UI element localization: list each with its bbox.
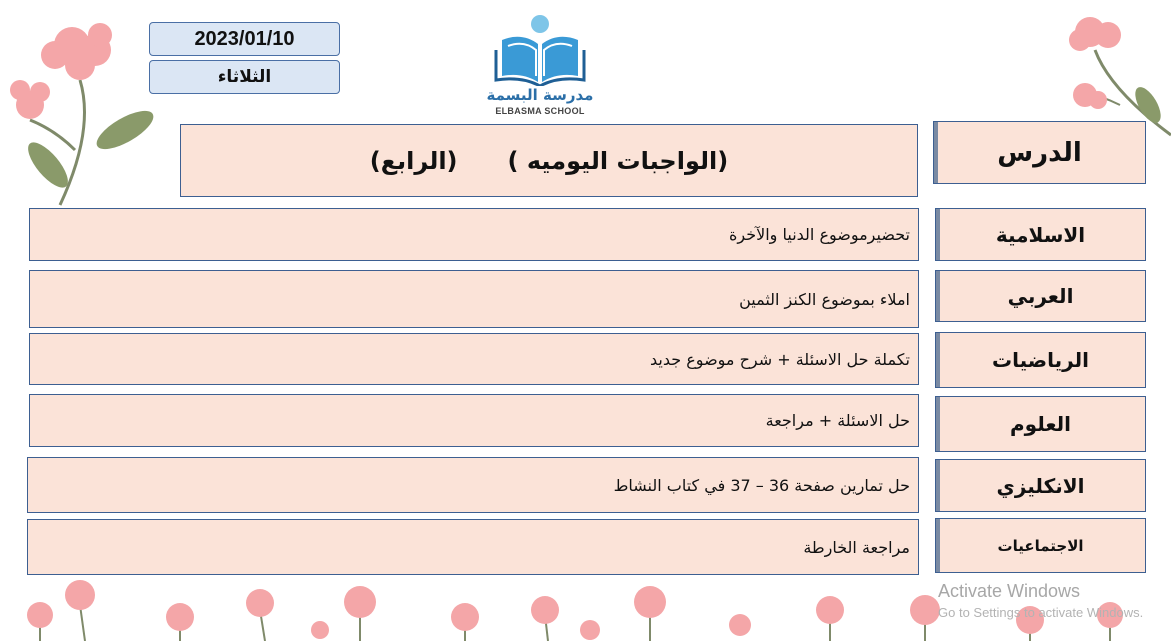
page-title: (الواجبات اليوميه ) (507, 146, 729, 175)
subject-cell (935, 208, 1146, 261)
task-text: حل تمارين صفحة 36 – 37 في كتاب النشاط (613, 475, 910, 495)
logo-english-text: ELBASMA SCHOOL (495, 106, 585, 116)
subject-header-cell (933, 121, 1146, 184)
flower-decoration-top-left (0, 20, 170, 210)
subject-label: الانكليزي (996, 473, 1085, 498)
logo-arabic-text: مدرسة البسمة (486, 86, 594, 104)
subject-label: الاجتماعيات (997, 536, 1084, 555)
subject-label: العلوم (1010, 412, 1072, 436)
task-text: مراجعة الخارطة (803, 537, 910, 557)
subject-cell (935, 270, 1146, 322)
subject-cell (935, 518, 1146, 573)
task-text: حل الاسئلة + مراجعة (765, 411, 910, 430)
subject-cell (935, 459, 1146, 512)
subject-header-label: الدرس (997, 137, 1082, 168)
school-logo (482, 10, 598, 120)
task-text: املاء بموضوع الكنز الثمين (739, 289, 910, 309)
book-reader-icon (482, 10, 598, 86)
task-text: تكملة حل الاسئلة + شرح موضوع جديد (650, 349, 910, 369)
activate-windows-watermark: Activate Windows (938, 581, 1081, 601)
grade-label: (الرابع) (369, 146, 458, 175)
day-label: الثلاثاء (149, 60, 340, 94)
subject-cell (935, 332, 1146, 388)
subject-label: العربي (1007, 284, 1074, 308)
task-cell (29, 394, 919, 447)
task-cell (29, 333, 919, 385)
subject-label: الاسلامية (995, 222, 1086, 247)
task-cell (29, 208, 919, 261)
task-cell (29, 270, 919, 328)
date-label: 2023/01/10 (149, 22, 340, 56)
task-cell (27, 457, 919, 513)
activate-windows-hint: Go to Settings to activate Windows. (938, 605, 1144, 620)
task-text: تحضيرموضوع الدنيا والآخرة (729, 225, 910, 244)
subject-label: الرياضيات (992, 348, 1089, 372)
title-cell (180, 124, 918, 197)
subject-cell (935, 396, 1146, 452)
task-cell (27, 519, 919, 575)
